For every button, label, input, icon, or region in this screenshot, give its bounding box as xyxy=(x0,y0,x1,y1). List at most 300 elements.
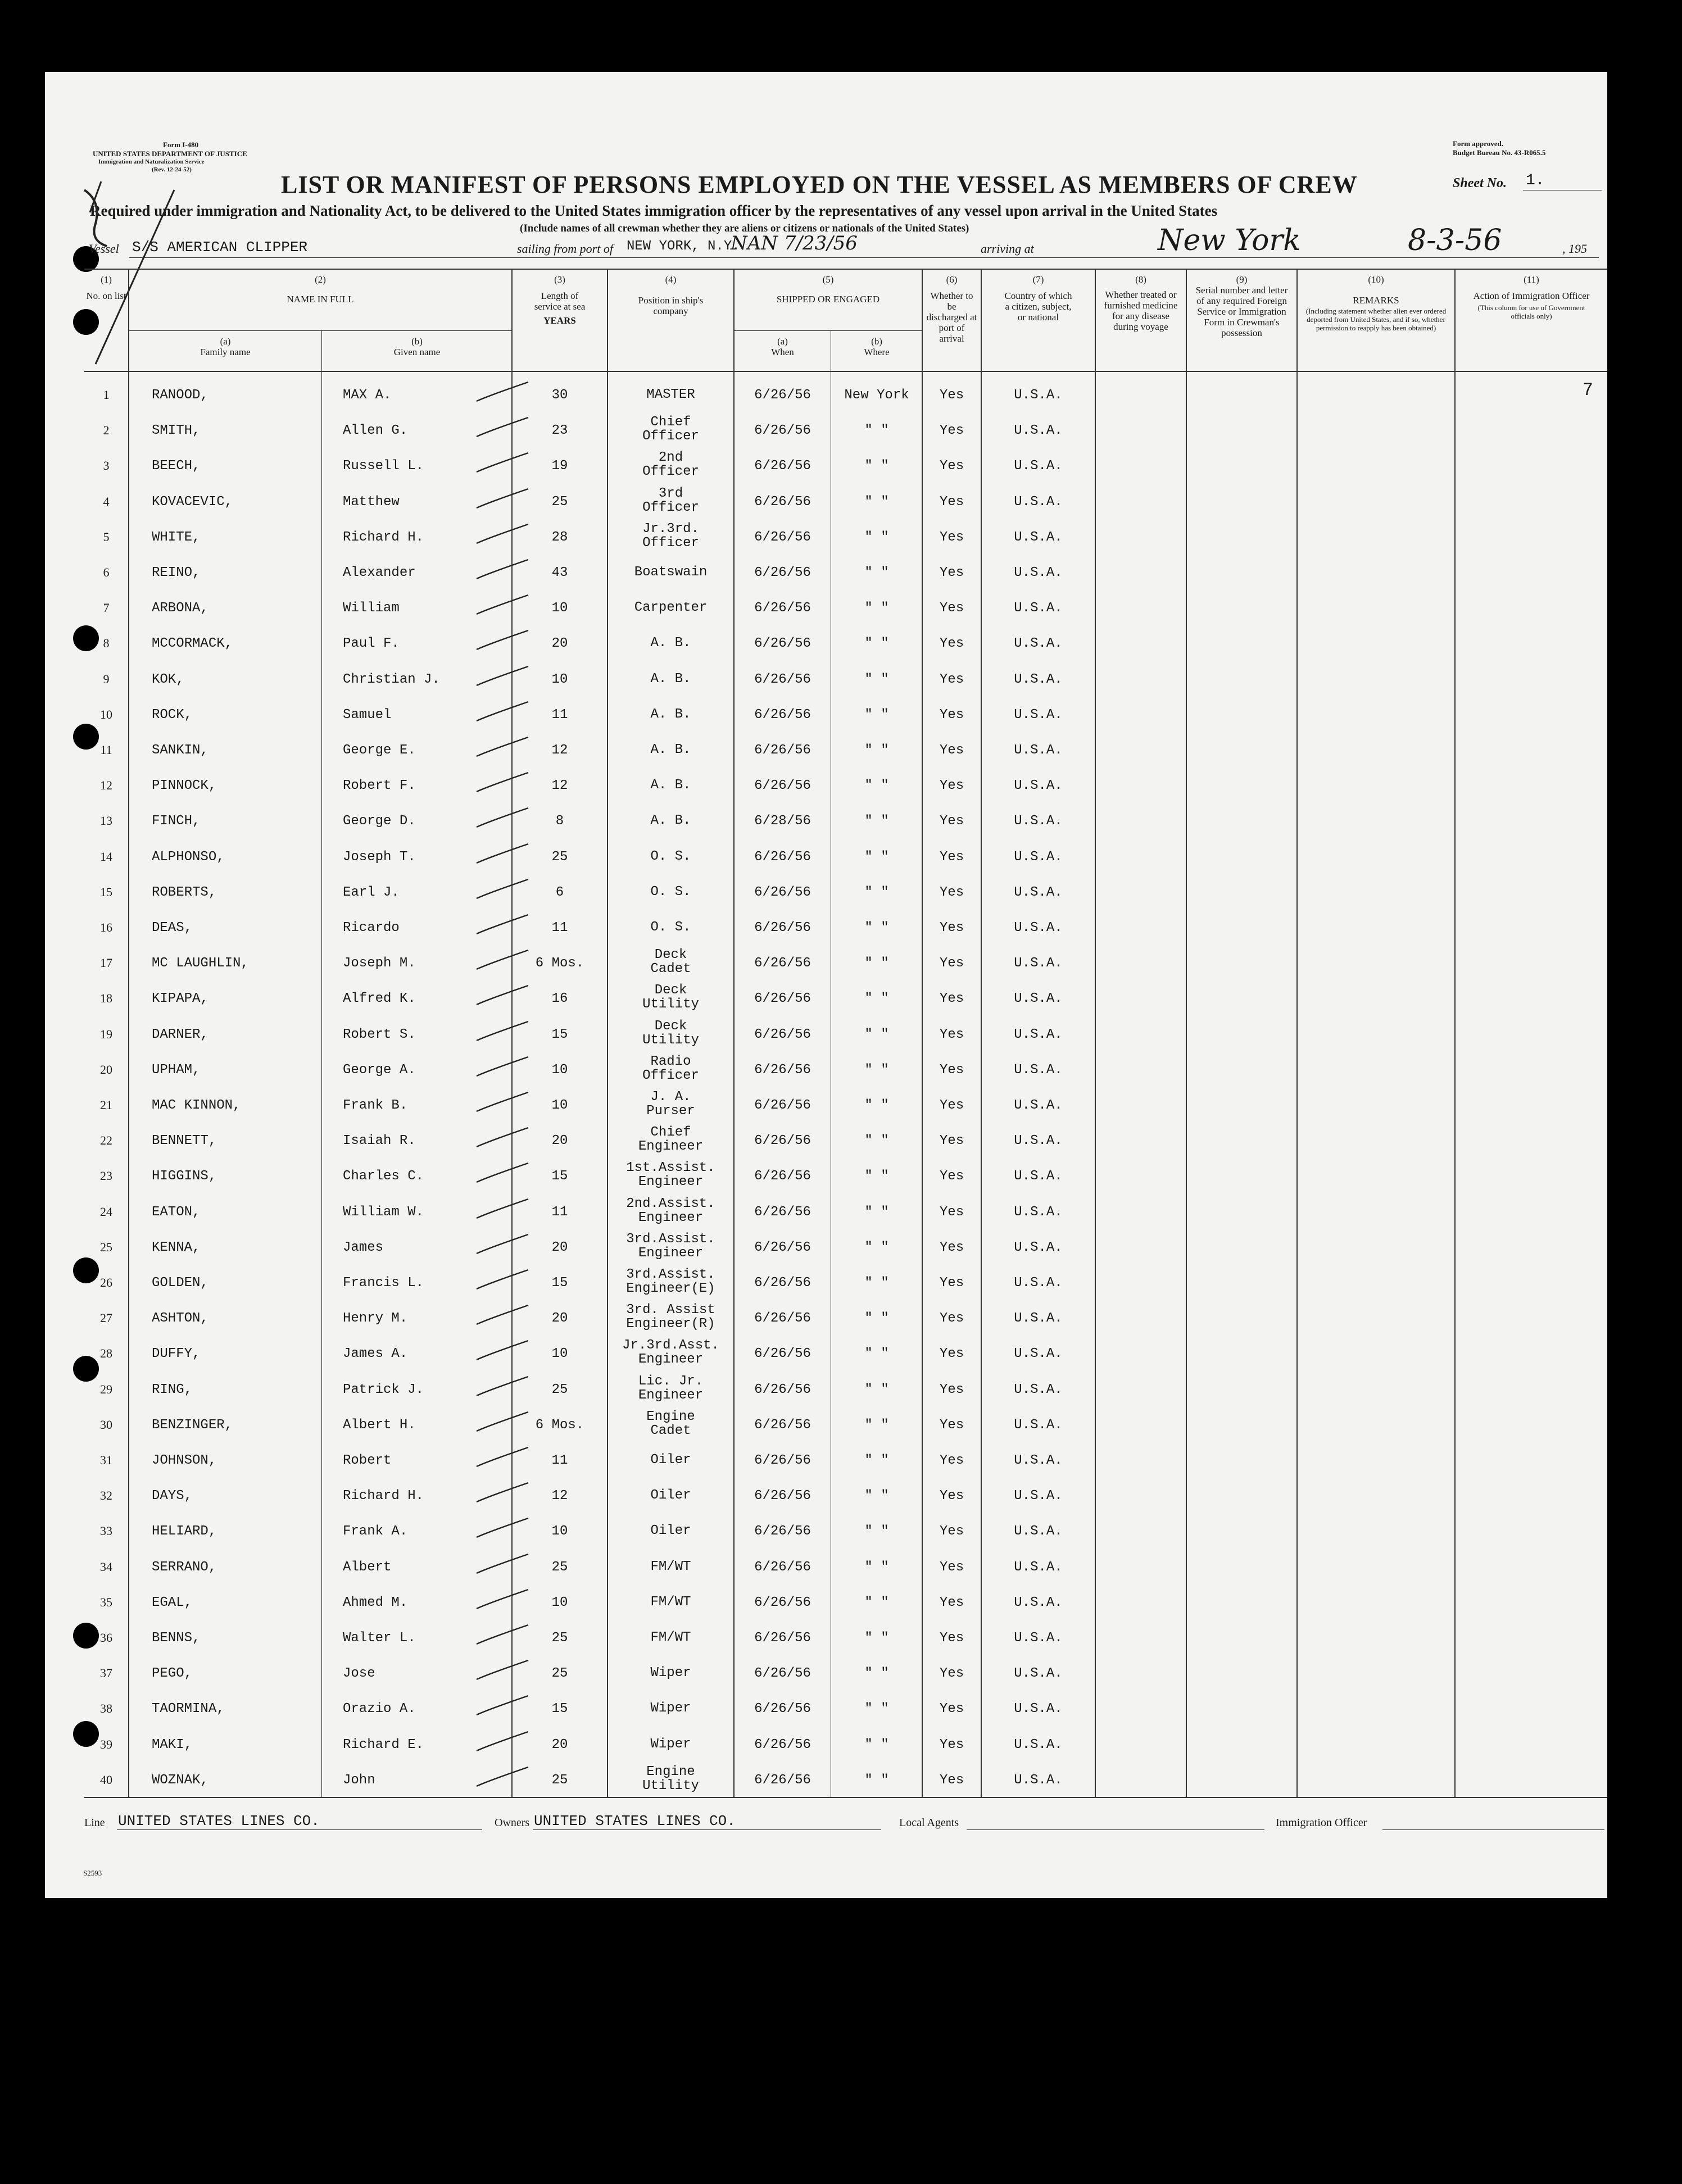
family-name: MAKI, xyxy=(152,1737,193,1752)
given-name: Ricardo xyxy=(343,920,400,936)
family-name: REINO, xyxy=(152,565,201,580)
given-name: Richard E. xyxy=(343,1737,424,1752)
discharged: Yes xyxy=(939,1417,964,1433)
position xyxy=(608,1666,733,1680)
shipped-where: " " xyxy=(864,1595,889,1610)
years-at-sea: 15 xyxy=(551,1169,568,1184)
shipped-where: " " xyxy=(864,849,889,865)
country: U.S.A. xyxy=(1014,920,1063,936)
position xyxy=(608,565,733,579)
shipped-when: 6/26/56 xyxy=(754,1382,811,1397)
position xyxy=(608,1019,733,1047)
years-at-sea: 11 xyxy=(551,707,568,723)
check-mark-icon xyxy=(472,982,534,1010)
check-mark-icon xyxy=(472,1124,534,1152)
family-name: DUFFY, xyxy=(152,1346,201,1362)
position-line1: Oiler xyxy=(650,1523,691,1539)
line-label: Line xyxy=(84,1817,105,1829)
shipped-when: 6/26/56 xyxy=(754,671,811,687)
check-mark-icon xyxy=(472,1551,534,1579)
years-at-sea: 25 xyxy=(551,1559,568,1575)
check-mark-icon xyxy=(472,1657,534,1685)
position xyxy=(608,743,733,757)
position xyxy=(608,1595,733,1609)
immigration-action: 7 xyxy=(1582,380,1593,401)
check-mark-icon xyxy=(472,947,534,975)
discharged: Yes xyxy=(939,565,964,580)
given-name: Matthew xyxy=(343,494,400,510)
check-mark-icon xyxy=(472,663,534,691)
check-mark-icon xyxy=(472,1054,534,1082)
position xyxy=(608,814,733,828)
position xyxy=(608,1488,733,1502)
position xyxy=(608,1453,733,1467)
check-mark-icon xyxy=(472,769,534,797)
shipped-where: " " xyxy=(864,1524,889,1540)
years-at-sea: 28 xyxy=(551,529,568,545)
family-name: BENNS, xyxy=(152,1631,201,1646)
discharged: Yes xyxy=(939,1666,964,1682)
position-line1: Jr.3rd. xyxy=(642,521,699,537)
given-name: Charles C. xyxy=(343,1169,424,1184)
row-number: 28 xyxy=(100,1346,112,1361)
years-at-sea: 25 xyxy=(551,849,568,865)
row-number: 38 xyxy=(100,1701,112,1716)
country: U.S.A. xyxy=(1014,1417,1063,1433)
shipped-where: " " xyxy=(864,1169,889,1184)
position-line1: FM/WT xyxy=(650,1559,691,1574)
sheet-number: 1. xyxy=(1526,172,1545,189)
position xyxy=(608,1125,733,1154)
row-number: 24 xyxy=(100,1204,112,1219)
position xyxy=(608,522,733,550)
shipped-when: 6/26/56 xyxy=(754,1169,811,1184)
discharged: Yes xyxy=(939,849,964,865)
shipped-when: 6/26/56 xyxy=(754,1062,811,1078)
position-line1: A. B. xyxy=(650,778,691,793)
position-line2: Officer xyxy=(642,535,699,551)
shipped-when: 6/26/56 xyxy=(754,458,811,474)
discharged: Yes xyxy=(939,494,964,510)
country: U.S.A. xyxy=(1014,849,1063,865)
discharged: Yes xyxy=(939,1631,964,1646)
row-number: 39 xyxy=(100,1737,112,1751)
col8-header: (8) Whether treated or furnished medicine for any disease during voyage xyxy=(1104,274,1178,332)
discharged: Yes xyxy=(939,1062,964,1078)
years-at-sea: 20 xyxy=(551,1311,568,1327)
form-code: S2593 xyxy=(83,1869,102,1877)
discharged: Yes xyxy=(939,1488,964,1504)
sailing-port: NEW YORK, N.Y. xyxy=(627,239,740,254)
position xyxy=(608,707,733,721)
row-number: 20 xyxy=(100,1062,112,1077)
family-name: HIGGINS, xyxy=(152,1169,217,1184)
position-line2: Utility xyxy=(642,997,699,1012)
position-line1: 2nd xyxy=(658,450,683,466)
shipped-where: " " xyxy=(864,671,889,687)
shipped-when: 6/26/56 xyxy=(754,1666,811,1682)
sheet-label: Sheet No. xyxy=(1453,176,1507,190)
shipped-when: 6/26/56 xyxy=(754,636,811,652)
discharged: Yes xyxy=(939,529,964,545)
given-name: William xyxy=(343,601,400,616)
given-name: Christian J. xyxy=(343,671,440,687)
given-name: Orazio A. xyxy=(343,1701,416,1717)
shipped-when: 6/26/56 xyxy=(754,1311,811,1327)
col3-header: (3) Length of service at sea YEARS xyxy=(534,274,586,326)
position-line1: 1st.Assist. xyxy=(626,1160,715,1176)
shipped-where: " " xyxy=(864,529,889,545)
years-at-sea: 6 Mos. xyxy=(535,1417,584,1433)
position-line1: O. S. xyxy=(650,884,691,900)
row-number: 37 xyxy=(100,1666,112,1681)
shipped-where: " " xyxy=(864,565,889,580)
shipped-when: 6/26/56 xyxy=(754,778,811,794)
country: U.S.A. xyxy=(1014,1275,1063,1291)
row-number: 34 xyxy=(100,1559,112,1574)
shipped-when: 6/26/56 xyxy=(754,1133,811,1149)
country: U.S.A. xyxy=(1014,884,1063,900)
position-line1: O. S. xyxy=(650,848,691,864)
position-line1: O. S. xyxy=(650,920,691,935)
shipped-when: 6/26/56 xyxy=(754,1737,811,1752)
country: U.S.A. xyxy=(1014,1027,1063,1042)
shipped-where: " " xyxy=(864,778,889,794)
row-number: 31 xyxy=(100,1453,112,1467)
years-at-sea: 43 xyxy=(551,565,568,580)
row-number: 35 xyxy=(100,1595,112,1609)
shipped-when: 6/26/56 xyxy=(754,1346,811,1362)
shipped-when: 6/26/56 xyxy=(754,1275,811,1291)
position xyxy=(608,850,733,864)
check-mark-icon xyxy=(472,1479,534,1508)
given-name: Jose xyxy=(343,1666,375,1682)
check-mark-icon xyxy=(472,521,534,549)
years-at-sea: 16 xyxy=(551,991,568,1007)
discharged: Yes xyxy=(939,1133,964,1149)
family-name: DEAS, xyxy=(152,920,193,936)
country: U.S.A. xyxy=(1014,1595,1063,1610)
years-at-sea: 10 xyxy=(551,1346,568,1362)
shipped-when: 6/26/56 xyxy=(754,388,811,403)
shipped-when: 6/26/56 xyxy=(754,920,811,936)
discharged: Yes xyxy=(939,778,964,794)
shipped-where: " " xyxy=(864,1311,889,1327)
shipped-where: " " xyxy=(864,1382,889,1397)
discharged: Yes xyxy=(939,884,964,900)
position-line2: Engineer xyxy=(638,1245,704,1261)
years-at-sea: 15 xyxy=(551,1275,568,1291)
shipped-where: " " xyxy=(864,814,889,829)
position-line1: A. B. xyxy=(650,706,691,722)
given-name: Albert xyxy=(343,1559,392,1575)
shipped-where: " " xyxy=(864,494,889,510)
country: U.S.A. xyxy=(1014,743,1063,758)
check-mark-icon xyxy=(472,876,534,904)
given-name: Francis L. xyxy=(343,1275,424,1291)
check-mark-icon xyxy=(472,1266,534,1295)
position xyxy=(608,1268,733,1296)
position-line2: Engineer(R) xyxy=(626,1316,715,1332)
col2a-header: (a) Family name xyxy=(200,336,251,357)
row-number: 27 xyxy=(100,1311,112,1325)
position-line1: Engine xyxy=(646,1409,695,1424)
family-name: ASHTON, xyxy=(152,1311,208,1327)
position xyxy=(608,948,733,976)
check-mark-icon xyxy=(472,1196,534,1224)
shipped-when: 6/26/56 xyxy=(754,884,811,900)
position xyxy=(608,1374,733,1402)
years-at-sea: 11 xyxy=(551,1453,568,1468)
row-number: 2 xyxy=(103,423,110,438)
country: U.S.A. xyxy=(1014,1311,1063,1327)
country: U.S.A. xyxy=(1014,1737,1063,1752)
position xyxy=(608,885,733,899)
country: U.S.A. xyxy=(1014,529,1063,545)
given-name: Ahmed M. xyxy=(343,1595,408,1610)
shipped-when: 6/26/56 xyxy=(754,529,811,545)
vessel-name: S/S AMERICAN CLIPPER xyxy=(132,239,308,256)
row-number: 33 xyxy=(100,1524,112,1538)
given-name: Earl J. xyxy=(343,884,400,900)
position xyxy=(608,1197,733,1225)
given-name: Frank B. xyxy=(343,1098,408,1113)
country: U.S.A. xyxy=(1014,423,1063,439)
family-name: SANKIN, xyxy=(152,743,208,758)
discharged: Yes xyxy=(939,920,964,936)
discharged: Yes xyxy=(939,814,964,829)
shipped-where: " " xyxy=(864,601,889,616)
revision: (Rev. 12-24-52) xyxy=(152,166,192,173)
family-name: SERRANO, xyxy=(152,1559,217,1575)
family-name: KOVACEVIC, xyxy=(152,494,233,510)
discharged: Yes xyxy=(939,1346,964,1362)
manifest-sheet xyxy=(45,72,1607,1898)
check-mark-icon xyxy=(472,592,534,620)
years-at-sea: 8 xyxy=(555,814,564,829)
col2-header: (2) NAME IN FULL xyxy=(287,274,354,305)
given-name: Russell L. xyxy=(343,458,424,474)
given-name: Isaiah R. xyxy=(343,1133,416,1149)
check-mark-icon xyxy=(472,911,534,939)
check-mark-icon xyxy=(472,1337,534,1365)
family-name: EATON, xyxy=(152,1204,201,1220)
row-number: 9 xyxy=(103,671,110,686)
country: U.S.A. xyxy=(1014,636,1063,652)
check-mark-icon xyxy=(472,1373,534,1401)
discharged: Yes xyxy=(939,1098,964,1113)
shipped-where: " " xyxy=(864,1027,889,1042)
country: U.S.A. xyxy=(1014,1382,1063,1397)
country: U.S.A. xyxy=(1014,956,1063,971)
row-number: 26 xyxy=(100,1275,112,1289)
family-name: SMITH, xyxy=(152,423,201,439)
shipped-when: 6/26/56 xyxy=(754,423,811,439)
shipped-where: " " xyxy=(864,707,889,723)
shipped-when: 6/26/56 xyxy=(754,1453,811,1468)
years-at-sea: 20 xyxy=(551,1239,568,1255)
given-name: Albert H. xyxy=(343,1417,416,1433)
position-line2: Engineer xyxy=(638,1139,704,1155)
check-mark-icon xyxy=(472,414,534,442)
discharged: Yes xyxy=(939,458,964,474)
position xyxy=(608,1701,733,1715)
given-name: Walter L. xyxy=(343,1631,416,1646)
position-line1: 2nd.Assist. xyxy=(626,1196,715,1211)
position-line1: Chief xyxy=(650,415,691,430)
shipped-where: " " xyxy=(864,1275,889,1291)
row-number: 17 xyxy=(100,956,112,970)
service: Immigration and Naturalization Service xyxy=(98,158,205,165)
country: U.S.A. xyxy=(1014,1453,1063,1468)
given-name: Henry M. xyxy=(343,1311,408,1327)
row-number: 12 xyxy=(100,778,112,793)
row-number: 29 xyxy=(100,1382,112,1396)
position-line1: Deck xyxy=(654,1018,687,1034)
position-line2: Officer xyxy=(642,464,699,480)
country: U.S.A. xyxy=(1014,1346,1063,1362)
discharged: Yes xyxy=(939,1275,964,1291)
year-suffix: , 195 xyxy=(1562,242,1587,256)
given-name: Samuel xyxy=(343,707,392,723)
country: U.S.A. xyxy=(1014,1239,1063,1255)
position xyxy=(608,1338,733,1366)
shipped-when: 6/26/56 xyxy=(754,743,811,758)
check-mark-icon xyxy=(472,379,534,407)
subtitle: Required under immigration and Nationality Act, to be delivered to the United States immigration officer by the representatives of any vessel upon arrival in the United States xyxy=(90,202,1218,219)
discharged: Yes xyxy=(939,1737,964,1752)
family-name: BENNETT, xyxy=(152,1133,217,1149)
position-line1: Oiler xyxy=(650,1488,691,1504)
position-line1: J. A. xyxy=(650,1089,691,1105)
position-line2: Officer xyxy=(642,500,699,515)
discharged: Yes xyxy=(939,1453,964,1468)
shipped-where: " " xyxy=(864,884,889,900)
include-note: (Include names of all crewman whether they are aliens or citizens or nationals of the United States) xyxy=(520,223,969,234)
immigration-officer-label: Immigration Officer xyxy=(1276,1817,1367,1829)
given-name: James xyxy=(343,1239,384,1255)
position-line1: Oiler xyxy=(650,1452,691,1468)
row-number: 10 xyxy=(100,707,112,721)
arrival-date-handwritten: 8-3-56 xyxy=(1408,224,1502,257)
col10-header: (10) REMARKS (Including statement whether alien ever ordered deported from United States, and if so, whether permission to reapply has been obtained) xyxy=(1305,274,1447,332)
position-line2: Purser xyxy=(646,1104,695,1119)
years-at-sea: 6 Mos. xyxy=(535,956,584,971)
given-name: George D. xyxy=(343,814,416,829)
country: U.S.A. xyxy=(1014,778,1063,794)
shipped-when: 6/26/56 xyxy=(754,1701,811,1717)
shipped-when: 6/26/56 xyxy=(754,707,811,723)
discharged: Yes xyxy=(939,1311,964,1327)
years-at-sea: 10 xyxy=(551,1098,568,1113)
check-mark-icon xyxy=(472,627,534,655)
position-line1: Engine xyxy=(646,1764,695,1779)
country: U.S.A. xyxy=(1014,1772,1063,1788)
budget-bureau: Budget Bureau No. 43-R065.5 xyxy=(1453,148,1546,157)
position-line1: A. B. xyxy=(650,813,691,829)
shipped-where: " " xyxy=(864,1488,889,1504)
position xyxy=(608,1631,733,1645)
discharged: Yes xyxy=(939,601,964,616)
shipped-when: 6/26/56 xyxy=(754,956,811,971)
years-at-sea: 10 xyxy=(551,1595,568,1610)
country: U.S.A. xyxy=(1014,1133,1063,1149)
shipped-where: " " xyxy=(864,1239,889,1255)
family-name: GOLDEN, xyxy=(152,1275,208,1291)
given-name: George E. xyxy=(343,743,416,758)
years-at-sea: 20 xyxy=(551,1737,568,1752)
country: U.S.A. xyxy=(1014,1488,1063,1504)
check-mark-icon xyxy=(472,1692,534,1720)
family-name: WOZNAK, xyxy=(152,1772,208,1788)
years-at-sea: 20 xyxy=(551,636,568,652)
country: U.S.A. xyxy=(1014,991,1063,1007)
row-number: 8 xyxy=(103,636,110,651)
col11-header: (11) Action of Immigration Officer (This column for use of Government officials only) xyxy=(1473,274,1590,320)
given-name: Paul F. xyxy=(343,636,400,652)
family-name: WHITE, xyxy=(152,529,201,545)
position-line1: MASTER xyxy=(646,387,695,402)
family-name: ROCK, xyxy=(152,707,193,723)
shipped-when: 6/26/56 xyxy=(754,1027,811,1042)
family-name: KENNA, xyxy=(152,1239,201,1255)
given-name: Alexander xyxy=(343,565,416,580)
country: U.S.A. xyxy=(1014,388,1063,403)
years-at-sea: 25 xyxy=(551,1666,568,1682)
years-at-sea: 20 xyxy=(551,1133,568,1149)
position xyxy=(608,1161,733,1189)
row-number: 4 xyxy=(103,494,110,508)
family-name: RING, xyxy=(152,1382,193,1397)
row-number: 7 xyxy=(103,601,110,615)
position-line1: Chief xyxy=(650,1125,691,1141)
family-name: MCCORMACK, xyxy=(152,636,233,652)
shipped-where: " " xyxy=(864,991,889,1007)
sailing-handwritten: NAN 7/23/56 xyxy=(731,232,858,255)
family-name: ROBERTS, xyxy=(152,884,217,900)
shipped-when: 6/26/56 xyxy=(754,849,811,865)
given-name: MAX A. xyxy=(343,388,392,403)
check-mark-icon xyxy=(472,1515,534,1543)
country: U.S.A. xyxy=(1014,601,1063,616)
department: UNITED STATES DEPARTMENT OF JUSTICE xyxy=(93,149,247,158)
family-name: HELIARD, xyxy=(152,1524,217,1540)
discharged: Yes xyxy=(939,1772,964,1788)
years-at-sea: 10 xyxy=(551,671,568,687)
position-line1: A. B. xyxy=(650,671,691,687)
position-line1: A. B. xyxy=(650,742,691,757)
position-line1: A. B. xyxy=(650,635,691,651)
country: U.S.A. xyxy=(1014,1098,1063,1113)
row-number: 23 xyxy=(100,1169,112,1183)
shipped-where: " " xyxy=(864,458,889,474)
col6-header: (6) Whether to be discharged at port of arrival xyxy=(926,274,977,344)
position xyxy=(608,487,733,515)
shipped-when: 6/26/56 xyxy=(754,1631,811,1646)
check-mark-icon xyxy=(472,1302,534,1330)
position xyxy=(608,1232,733,1260)
family-name: ARBONA, xyxy=(152,601,208,616)
given-name: Allen G. xyxy=(343,423,408,439)
row-number: 3 xyxy=(103,458,110,473)
form-number: Form I-480 xyxy=(163,140,199,149)
shipped-when: 6/26/56 xyxy=(754,1559,811,1575)
row-number: 13 xyxy=(100,814,112,828)
shipped-where: " " xyxy=(864,956,889,971)
position xyxy=(608,1524,733,1538)
given-name: Robert xyxy=(343,1453,392,1468)
years-at-sea: 6 xyxy=(555,884,564,900)
